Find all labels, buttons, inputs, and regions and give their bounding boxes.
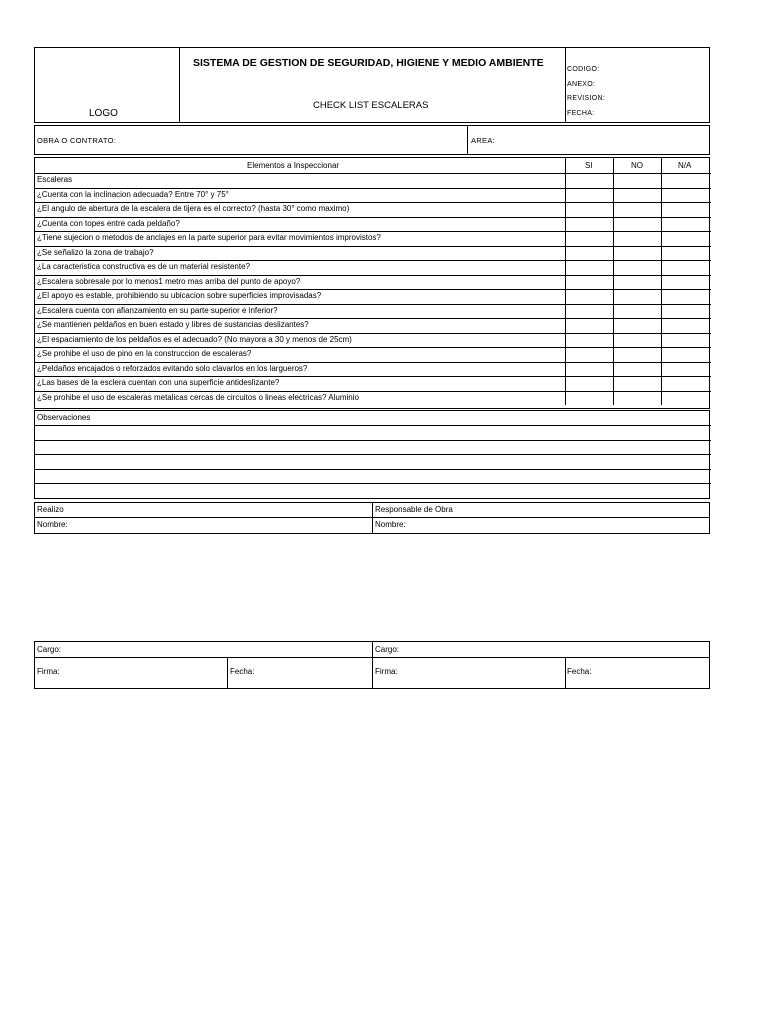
header-block bbox=[34, 47, 710, 123]
no-checkbox-cell[interactable] bbox=[613, 376, 662, 391]
si-checkbox-cell[interactable] bbox=[565, 333, 614, 348]
si-checkbox-cell[interactable] bbox=[565, 202, 614, 217]
inspection-row bbox=[35, 260, 711, 275]
inspection-question: ¿Se prohibe el uso de pino en la construccion de escaleras? bbox=[37, 349, 252, 358]
si-checkbox-cell[interactable] bbox=[565, 217, 614, 232]
si-checkbox-cell[interactable] bbox=[565, 362, 614, 377]
na-checkbox-cell[interactable] bbox=[661, 289, 710, 304]
si-checkbox-cell[interactable] bbox=[565, 289, 614, 304]
cargo-label-left: Cargo: bbox=[37, 645, 62, 654]
inspection-question: ¿Escalera sobresale por lo menos1 metro mas arriba del punto de apoyo? bbox=[37, 276, 301, 286]
si-checkbox-cell[interactable] bbox=[565, 376, 614, 391]
inspection-question: ¿El angulo de abertura de la escalera de tijera es el correcto? (hasta 30° como maximo) bbox=[37, 204, 350, 213]
cargo-label-right: Cargo: bbox=[375, 645, 400, 654]
na-checkbox-cell[interactable] bbox=[661, 362, 710, 377]
project-info-row bbox=[34, 125, 710, 155]
no-checkbox-cell[interactable] bbox=[613, 275, 662, 290]
signature-block bbox=[34, 502, 710, 534]
inspection-row bbox=[35, 231, 711, 246]
inspection-row bbox=[35, 333, 711, 348]
no-checkbox-cell[interactable] bbox=[613, 304, 662, 319]
no-checkbox-cell[interactable] bbox=[613, 391, 662, 406]
firma-label-left: Firma: bbox=[37, 667, 60, 676]
na-checkbox-cell[interactable] bbox=[661, 304, 710, 319]
fecha-label-left: Fecha: bbox=[230, 667, 255, 676]
inspection-question: ¿Se mantienen peldaños en buen estado y libres de sustancias deslizantes? bbox=[37, 320, 309, 329]
area-label: AREA: bbox=[471, 136, 496, 145]
observations-block bbox=[34, 410, 710, 499]
no-checkbox-cell[interactable] bbox=[613, 260, 662, 275]
inspection-row bbox=[35, 362, 711, 377]
inspection-question: ¿La caracteristica constructiva es de un material resistente? bbox=[37, 262, 250, 271]
codigo-label: CODIGO: bbox=[567, 66, 600, 73]
na-checkbox-cell[interactable] bbox=[661, 202, 710, 217]
na-checkbox-cell[interactable] bbox=[661, 231, 710, 246]
realizo-label: Realizo bbox=[37, 505, 64, 514]
si-checkbox-cell[interactable] bbox=[565, 231, 614, 246]
no-checkbox-cell[interactable] bbox=[613, 347, 662, 362]
inspection-row bbox=[35, 304, 711, 319]
nombre-label-right: Nombre: bbox=[375, 520, 406, 529]
no-checkbox-cell[interactable] bbox=[613, 362, 662, 377]
inspection-row bbox=[35, 289, 711, 304]
inspection-row bbox=[35, 391, 711, 406]
no-checkbox-cell[interactable] bbox=[613, 231, 662, 246]
si-checkbox-cell[interactable] bbox=[565, 347, 614, 362]
na-checkbox-cell[interactable] bbox=[661, 246, 710, 261]
inspection-row bbox=[35, 202, 711, 217]
inspection-question: ¿El espaciamiento de los peldaños es el adecuado? (No mayora a 30 y menos de 25cm) bbox=[37, 334, 352, 344]
inspection-question: ¿El apoyo es estable, prohibiendo su ubicacion sobre superficies improvisadas? bbox=[37, 291, 322, 300]
inspection-question: ¿Peldaños encajados o reforzados evitando solo clavarlos en los largueros? bbox=[37, 363, 308, 373]
no-checkbox-cell[interactable] bbox=[613, 333, 662, 348]
inspection-row bbox=[35, 347, 711, 362]
no-checkbox-cell[interactable] bbox=[613, 289, 662, 304]
obra-contrato-label: OBRA O CONTRATO: bbox=[37, 136, 117, 145]
inspection-question: ¿Las bases de la esclera cuentan con una superficie antideslizante? bbox=[37, 378, 280, 387]
inspection-question: ¿Cuenta con topes entre cada peldaño? bbox=[37, 218, 180, 228]
inspection-question: ¿Cuenta con la inclinacion adecuada? Entre 70° y 75° bbox=[37, 189, 229, 199]
checklist-title: CHECK LIST ESCALERAS bbox=[313, 100, 429, 111]
inspection-row bbox=[35, 246, 711, 261]
na-checkbox-cell[interactable] bbox=[661, 318, 710, 333]
no-checkbox-cell[interactable] bbox=[613, 188, 662, 203]
inspection-question: ¿Tiene sujecion o metodos de anclajes en la parte superior para evitar movimientos improvistos? bbox=[37, 233, 381, 242]
si-checkbox-cell[interactable] bbox=[565, 260, 614, 275]
revision-label: REVISION: bbox=[567, 95, 606, 102]
inspection-row bbox=[35, 318, 711, 333]
responsable-obra-label: Responsable de Obra bbox=[375, 505, 453, 514]
no-header: NO bbox=[631, 161, 643, 170]
na-checkbox-cell[interactable] bbox=[661, 376, 710, 391]
si-checkbox-cell[interactable] bbox=[565, 275, 614, 290]
section-label: Escaleras bbox=[37, 175, 73, 184]
inspection-question: ¿Se señalizo la zona de trabajo? bbox=[37, 247, 154, 257]
no-checkbox-cell[interactable] bbox=[613, 318, 662, 333]
observations-label: Observaciones bbox=[37, 413, 91, 422]
si-header: SI bbox=[585, 161, 593, 170]
inspection-question: ¿Se prohibe el uso de escaleras metalicas cercas de circuitos o lineas electricas? Aluminio bbox=[37, 392, 359, 402]
na-checkbox-cell[interactable] bbox=[661, 333, 710, 348]
nombre-label-left: Nombre: bbox=[37, 520, 68, 529]
system-title: SISTEMA DE GESTION DE SEGURIDAD, HIGIENE Y MEDIO AMBIENTE bbox=[193, 57, 544, 69]
si-checkbox-cell[interactable] bbox=[565, 304, 614, 319]
inspection-row bbox=[35, 188, 711, 203]
na-checkbox-cell[interactable] bbox=[661, 347, 710, 362]
fecha-label: FECHA: bbox=[567, 110, 595, 117]
no-checkbox-cell[interactable] bbox=[613, 202, 662, 217]
na-header: N/A bbox=[678, 161, 692, 170]
na-checkbox-cell[interactable] bbox=[661, 260, 710, 275]
si-checkbox-cell[interactable] bbox=[565, 246, 614, 261]
no-checkbox-cell[interactable] bbox=[613, 217, 662, 232]
anexo-label: ANEXO: bbox=[567, 81, 596, 88]
si-checkbox-cell[interactable] bbox=[565, 318, 614, 333]
logo-placeholder: LOGO bbox=[89, 108, 118, 119]
na-checkbox-cell[interactable] bbox=[661, 391, 710, 406]
na-checkbox-cell[interactable] bbox=[661, 217, 710, 232]
na-checkbox-cell[interactable] bbox=[661, 188, 710, 203]
firma-label-right: Firma: bbox=[375, 667, 398, 676]
signature-footer-block bbox=[34, 641, 710, 689]
inspection-row bbox=[35, 376, 711, 391]
section-row bbox=[35, 173, 711, 188]
inspection-row bbox=[35, 275, 711, 290]
inspection-table bbox=[34, 157, 710, 409]
elements-header: Elementos a Inspeccionar bbox=[247, 161, 340, 170]
si-checkbox-cell[interactable] bbox=[565, 188, 614, 203]
inspection-question: ¿Escalera cuenta con afianzamiento en su parte superior e inferior? bbox=[37, 305, 278, 315]
fecha-label-right: Fecha: bbox=[567, 667, 592, 676]
na-checkbox-cell[interactable] bbox=[661, 275, 710, 290]
inspection-row bbox=[35, 217, 711, 232]
no-checkbox-cell[interactable] bbox=[613, 246, 662, 261]
si-checkbox-cell[interactable] bbox=[565, 391, 614, 406]
